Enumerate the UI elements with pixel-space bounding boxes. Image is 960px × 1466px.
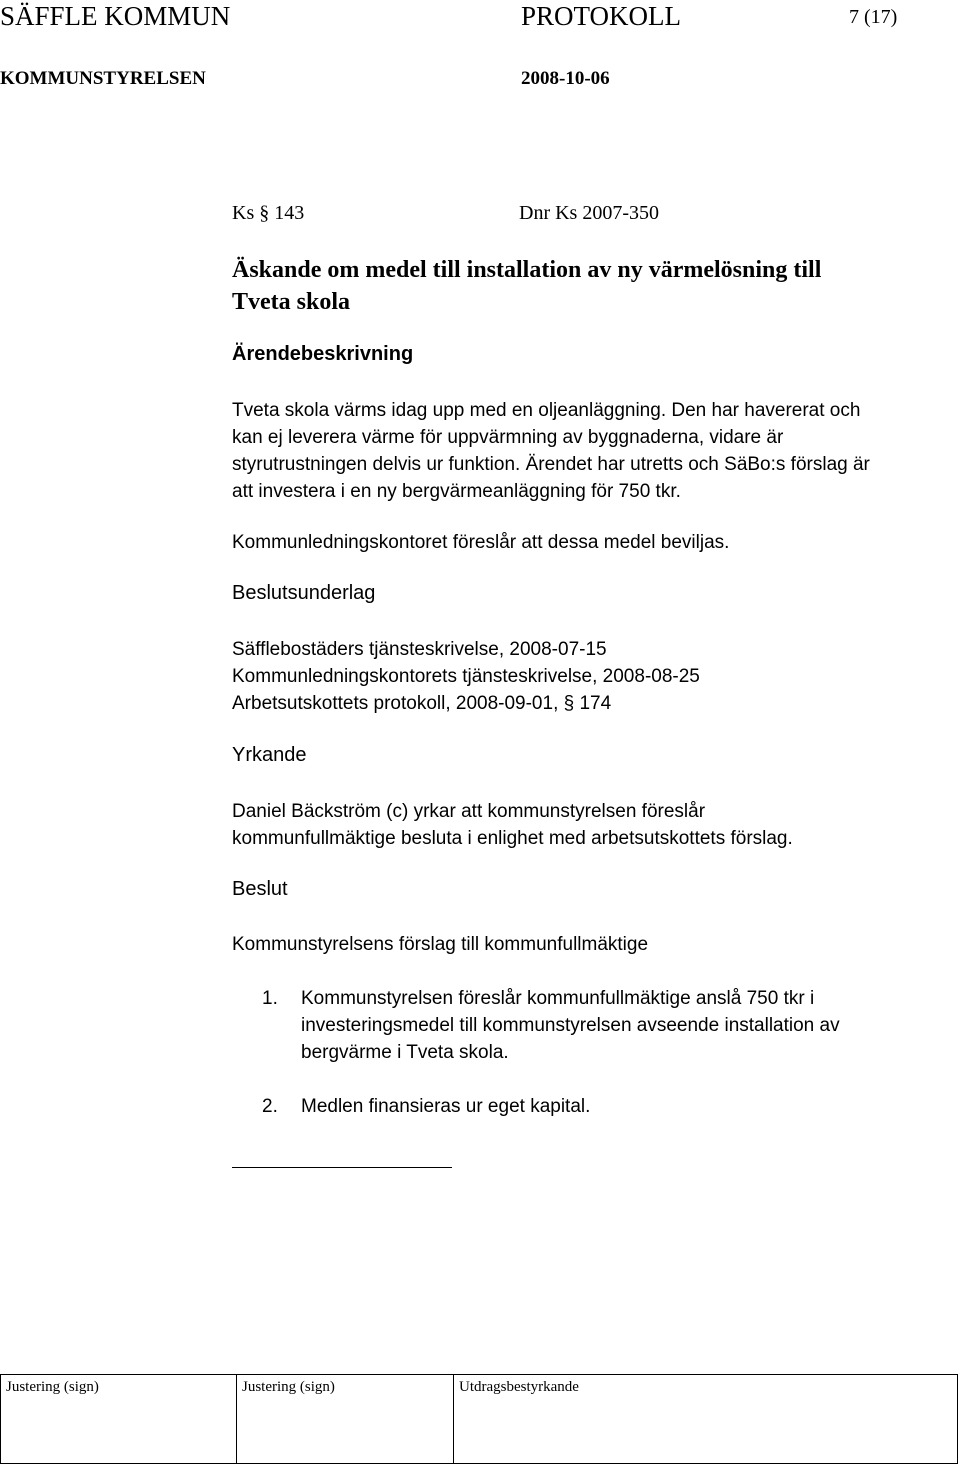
org-name: SÄFFLE KOMMUN — [0, 1, 231, 31]
text-line: styrutrustningen delvis ur funktion. Ärendet har utretts och SäBo:s förslag är — [232, 454, 870, 475]
beslut-heading: Beslut — [232, 878, 288, 900]
case-title-line-2: Tveta skola — [232, 289, 351, 315]
beslut-intro: Kommunstyrelsens förslag till kommunfullmäktige — [232, 934, 649, 955]
text-line: kommunfullmäktige besluta i enlighet med arbetsutskottets förslag. — [232, 828, 793, 849]
yrkande-text — [232, 798, 932, 852]
beslutsunderlag-heading: Beslutsunderlag — [232, 582, 376, 604]
footer-cell-justering-2 — [237, 1375, 454, 1464]
meeting-date: 2008-10-06 — [521, 68, 610, 89]
list-item: Säfflebostäders tjänsteskrivelse, 2008-07-15 — [232, 639, 607, 660]
page-number: 7 (17) — [849, 6, 898, 28]
footer-label: Justering (sign) — [242, 1379, 335, 1395]
arendebeskrivning-heading: Ärendebeskrivning — [232, 343, 414, 365]
signature-line — [232, 1167, 452, 1168]
beslut-item — [301, 985, 941, 1066]
text-line: bergvärme i Tveta skola. — [301, 1042, 509, 1063]
case-title-line-1: Äskande om medel till installation av ny värmelösning till — [232, 257, 822, 283]
beslut-item-number: 1. — [262, 988, 278, 1009]
text-line: Tveta skola värms idag upp med en oljeanläggning. Den har havererat och — [232, 400, 861, 421]
text-line: att investera i en ny bergvärmeanläggning för 750 tkr. — [232, 481, 681, 502]
footer-cell-utdragsbestyrkande — [454, 1375, 958, 1464]
case-title — [232, 254, 932, 318]
text-line: Kommunstyrelsen föreslår kommunfullmäktige anslå 750 tkr i — [301, 988, 815, 1009]
footer-signature-table — [0, 1374, 958, 1464]
beslut-item — [301, 1093, 941, 1120]
diary-number: Dnr Ks 2007-350 — [519, 202, 659, 224]
committee-name: KOMMUNSTYRELSEN — [0, 68, 206, 89]
case-number: Ks § 143 — [232, 202, 305, 224]
text-line: Medlen finansieras ur eget kapital. — [301, 1096, 591, 1117]
list-item: Arbetsutskottets protokoll, 2008-09-01, § 174 — [232, 693, 612, 714]
yrkande-heading: Yrkande — [232, 744, 307, 766]
beslutsunderlag-list — [232, 636, 932, 717]
footer-cell-justering-1 — [1, 1375, 237, 1464]
text-line: Daniel Bäckström (c) yrkar att kommunstyrelsen föreslår — [232, 801, 706, 822]
beslut-item-number: 2. — [262, 1096, 278, 1117]
footer-label: Utdragsbestyrkande — [459, 1379, 579, 1395]
text-line: kan ej leverera värme för uppvärmning av byggnaderna, vidare är — [232, 427, 784, 448]
arendebeskrivning-text — [232, 397, 932, 505]
proposal-text: Kommunledningskontoret föreslår att dessa medel beviljas. — [232, 532, 730, 553]
doc-type: PROTOKOLL — [521, 1, 682, 31]
list-item: Kommunledningskontorets tjänsteskrivelse, 2008-08-25 — [232, 666, 700, 687]
text-line: investeringsmedel till kommunstyrelsen avseende installation av — [301, 1015, 840, 1036]
footer-label: Justering (sign) — [6, 1379, 99, 1395]
